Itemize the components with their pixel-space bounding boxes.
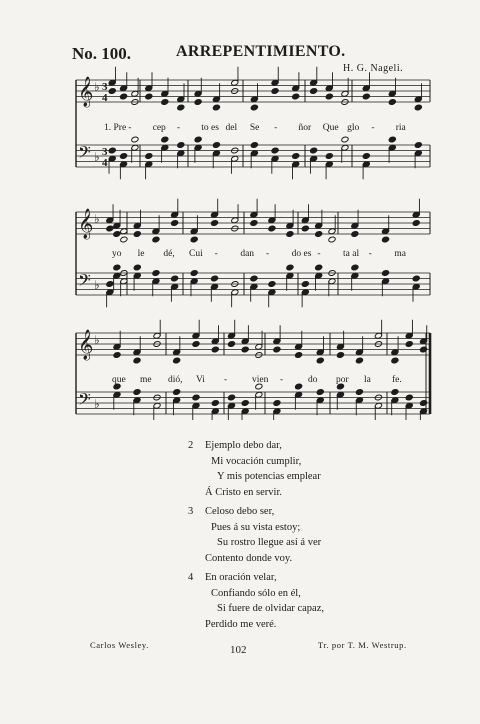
note-head: [391, 389, 399, 396]
lyric-syllable: -: [317, 249, 321, 259]
treble-clef-icon: 𝄞: [78, 77, 94, 107]
note-head: [301, 225, 309, 232]
note-head: [336, 352, 344, 359]
note-head: [133, 264, 141, 271]
lyric-syllable: vien: [252, 375, 269, 385]
lyric-syllable: Se: [249, 123, 260, 133]
lyric-syllable: yo: [112, 249, 122, 259]
lyric-syllable: le: [137, 249, 145, 259]
time-signature-treble-top: 3: [102, 81, 108, 93]
note-head: [382, 270, 390, 277]
note-head: [106, 225, 114, 232]
note-head: [211, 346, 219, 353]
note-head: [412, 220, 420, 227]
time-signature-bass-top: 3: [102, 146, 108, 158]
note-head: [152, 236, 160, 243]
note-head: [382, 236, 390, 243]
lyric-syllable: dé,: [163, 249, 175, 259]
note-head: [388, 99, 396, 106]
lyric-syllable: do: [308, 375, 318, 385]
note-head: [161, 99, 169, 106]
author-credit: Carlos Wesley.: [90, 640, 149, 650]
note-head: [108, 88, 116, 95]
note-head: [131, 136, 139, 143]
lyric-syllable: me: [140, 375, 152, 385]
note-head: [362, 153, 370, 160]
note-head: [133, 231, 141, 238]
note-head: [295, 383, 303, 390]
stanza-number: 3: [188, 506, 194, 517]
note-head: [315, 231, 323, 238]
note-head: [250, 220, 258, 227]
note-head: [113, 231, 121, 238]
stanza-line: Contento donde voy.: [205, 552, 293, 564]
note-head: [325, 153, 333, 160]
lyric-syllable: cep: [152, 123, 166, 133]
lyric-syllable: 1. Pre: [104, 123, 127, 133]
flat-icon: ♭: [94, 150, 100, 164]
flat-icon: ♭: [94, 397, 100, 411]
note-head: [171, 275, 179, 282]
note-head: [271, 88, 279, 95]
note-head: [212, 104, 220, 111]
note-head: [211, 275, 219, 282]
note-head: [388, 136, 396, 143]
note-head: [173, 357, 181, 364]
note-head: [171, 220, 179, 227]
note-head: [316, 357, 324, 364]
stanza-line: Y mis potencias emplear: [217, 471, 321, 482]
stanza-line: Ejemplo debo dar,: [205, 440, 282, 451]
lyric-syllable: Cui: [189, 249, 203, 259]
lyric-syllable: Que: [322, 123, 339, 133]
note-head: [292, 93, 300, 100]
note-head: [273, 400, 281, 407]
note-head: [310, 147, 318, 154]
note-head: [194, 99, 202, 106]
lyric-syllable: -: [274, 123, 278, 133]
stanza-line: Celoso debo ser,: [205, 506, 275, 517]
treble-clef-icon: 𝄞: [78, 330, 94, 360]
time-signature-treble-bottom: 4: [102, 92, 108, 104]
note-head: [271, 147, 279, 154]
stanza-line: Pues á su vista estoy;: [211, 521, 301, 533]
lyric-syllable: que: [112, 375, 126, 385]
note-head: [295, 352, 303, 359]
note-head: [391, 357, 399, 364]
note-head: [133, 389, 141, 396]
note-head: [328, 236, 336, 243]
note-head: [301, 281, 309, 288]
note-head: [355, 389, 363, 396]
note-head: [355, 357, 363, 364]
note-head: [325, 93, 333, 100]
note-head: [341, 136, 349, 143]
hymn-number: No. 100.: [72, 44, 132, 63]
lyric-syllable: ta al: [343, 249, 360, 259]
note-head: [286, 231, 294, 238]
note-head: [120, 93, 128, 100]
note-head: [173, 389, 181, 396]
note-head: [161, 136, 169, 143]
lyric-syllable: -: [176, 123, 181, 133]
note-head: [405, 341, 413, 348]
bass-clef-icon: 𝄢: [78, 270, 91, 294]
note-head: [241, 400, 249, 407]
note-head: [268, 281, 276, 288]
note-head: [241, 346, 249, 353]
stanza-number: 2: [188, 440, 194, 451]
lyric-syllable: ma: [394, 249, 406, 259]
lyric-syllable: -: [128, 123, 132, 133]
hymn-title: ARREPENTIMIENTO.: [176, 43, 346, 60]
note-head: [228, 394, 236, 401]
composer-credit: H. G. Nageli.: [343, 63, 404, 74]
flat-icon: ♭: [94, 333, 100, 347]
note-head: [212, 142, 220, 149]
time-signature-bass-bottom: 4: [102, 157, 108, 169]
note-head: [405, 394, 413, 401]
lyric-syllable: ñor: [298, 123, 312, 133]
note-head: [228, 341, 236, 348]
stanza-line: Si fuere de olvidar capaz,: [217, 603, 324, 614]
note-head: [315, 264, 323, 271]
lyric-syllable: -: [280, 375, 284, 385]
note-head: [316, 389, 324, 396]
lyric-syllable: -: [214, 249, 218, 259]
lyric-syllable: -: [371, 123, 375, 133]
note-head: [145, 93, 153, 100]
lyric-syllable: -: [266, 249, 270, 259]
note-head: [414, 142, 422, 149]
note-head: [145, 153, 153, 160]
lyric-syllable: to es: [201, 123, 219, 133]
note-head: [310, 88, 318, 95]
treble-clef-icon: 𝄞: [78, 209, 94, 239]
flat-icon: ♭: [94, 278, 100, 292]
lyric-syllable: -: [368, 249, 372, 259]
note-head: [113, 264, 121, 271]
stanza-line: Á Cristo en servir.: [205, 486, 282, 498]
note-head: [414, 104, 422, 111]
note-head: [152, 270, 160, 277]
stanza-line: Mi vocación cumplir,: [211, 455, 302, 467]
lyric-syllable: -: [224, 375, 228, 385]
lyric-syllable: por: [336, 375, 349, 385]
stanza-line: En oración velar,: [205, 572, 277, 583]
bass-clef-icon: 𝄢: [78, 389, 91, 413]
lyric-syllable: ria: [395, 123, 406, 133]
page-number: 102: [230, 644, 247, 656]
lyric-syllable: do es: [291, 249, 312, 259]
lyric-syllable: fe.: [392, 375, 402, 385]
stanza-line: Confiando sólo en él,: [211, 587, 301, 599]
note-head: [286, 264, 294, 271]
note-head: [362, 93, 370, 100]
stanza-line: Su rostro llegue así á ver: [217, 537, 322, 548]
note-head: [250, 104, 258, 111]
note-head: [133, 357, 141, 364]
note-head: [351, 231, 359, 238]
note-head: [250, 275, 258, 282]
lyric-syllable: del: [225, 123, 238, 133]
note-head: [120, 236, 128, 243]
lyric-syllable: glo: [347, 123, 360, 133]
lyric-syllable: dan: [240, 249, 255, 259]
flat-icon: ♭: [94, 80, 100, 94]
lyric-syllable: la: [364, 375, 371, 385]
note-head: [177, 104, 185, 111]
stanza-line: Perdido me veré.: [205, 618, 277, 630]
note-head: [273, 346, 281, 353]
note-head: [192, 394, 200, 401]
note-head: [211, 220, 219, 227]
lyric-syllable: Vi: [196, 375, 205, 385]
note-head: [108, 147, 116, 154]
note-head: [194, 136, 202, 143]
stanza-number: 4: [188, 572, 194, 583]
translator-credit: Tr. por T. M. Westrup.: [318, 640, 407, 650]
note-head: [106, 281, 114, 288]
note-head: [177, 142, 185, 149]
note-head: [268, 225, 276, 232]
lyric-syllable: dió,: [168, 375, 183, 385]
note-head: [190, 236, 198, 243]
note-head: [250, 142, 258, 149]
note-head: [351, 264, 359, 271]
note-head: [190, 270, 198, 277]
bass-clef-icon: 𝄢: [78, 142, 91, 166]
note-head: [120, 153, 128, 160]
flat-icon: ♭: [94, 212, 100, 226]
note-head: [192, 341, 200, 348]
note-head: [211, 400, 219, 407]
note-head: [292, 153, 300, 160]
note-head: [412, 275, 420, 282]
note-head: [113, 352, 121, 359]
